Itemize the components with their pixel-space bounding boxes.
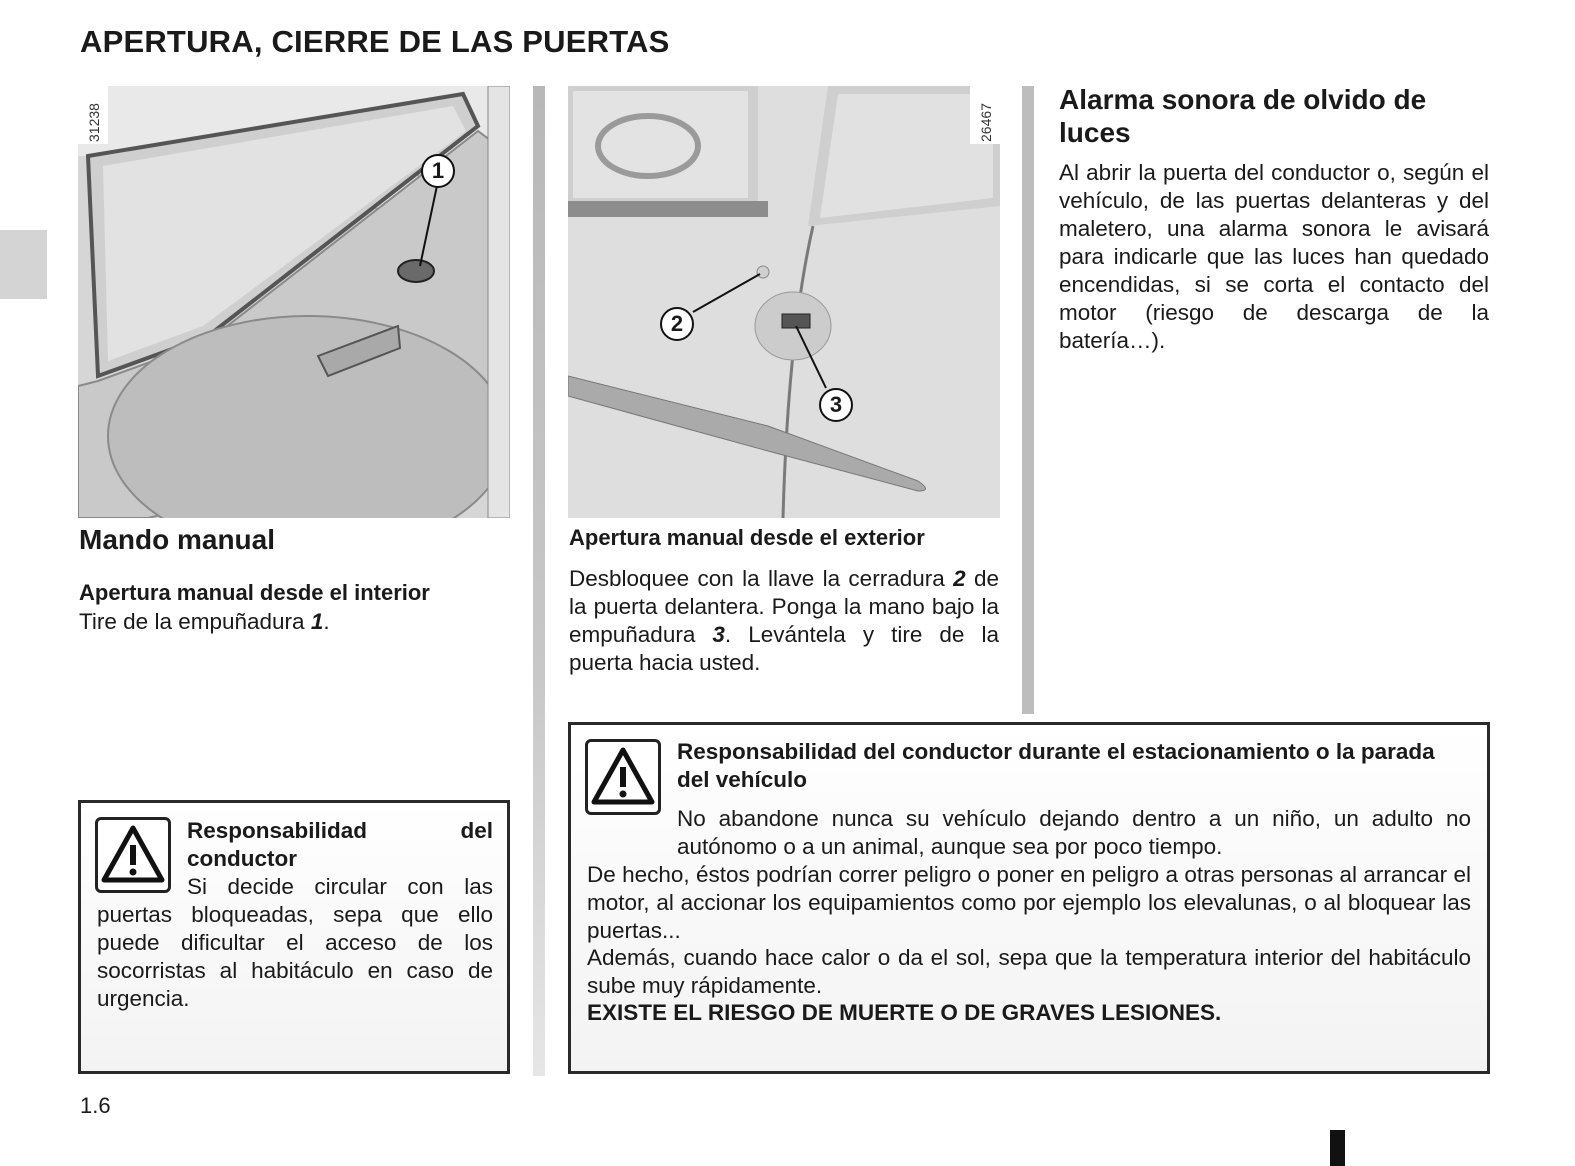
- column-divider: [1022, 86, 1034, 714]
- interior-door-illustration: [78, 86, 510, 518]
- light-alarm-heading: Alarma sonora de olvido de luces: [1059, 84, 1427, 148]
- warning-text-4: EXISTE EL RIESGO DE MUERTE O DE GRAVES LESIONES.: [587, 1000, 1222, 1025]
- text: Tire de la empuñadura: [79, 609, 311, 634]
- exterior-door-illustration: [568, 86, 1000, 518]
- warning-box-doors-locked: [78, 800, 510, 1074]
- page-number: 1.6: [80, 1093, 111, 1118]
- warning-title: Responsabilidad del conductor durante el estacionamiento o la parada del vehículo: [677, 739, 1435, 792]
- column-divider: [533, 86, 545, 1076]
- figure-id: 26467: [978, 103, 994, 142]
- interior-opening-subheading: Apertura manual desde el interior: [79, 580, 430, 605]
- warning-text: Si decide circular con las puertas bloqueadas, sepa que ello puede dificultar el acceso de los socorristas al habitáculo en caso de urgencia.: [97, 874, 493, 1011]
- light-alarm-text: Al abrir la puerta del conductor o, según el vehículo, de las puertas delanteras y del maletero, una alarma sonora le avisará para indicarle que las luces han quedado encendidas, si se corta el contacto del motor (riesgo de descarga de la batería…).: [1059, 160, 1489, 353]
- warning-title: Responsabilidad del conductor: [187, 818, 493, 871]
- interior-opening-text: [79, 608, 509, 636]
- section-tab: [0, 230, 47, 299]
- exterior-opening-text: [569, 565, 999, 677]
- warning-text-2: De hecho, éstos podrían correr peligro o poner en peligro a otras personas al arrancar el motor, al accionar los equipamientos como por ejemplo los elevalunas, o al bloquear las puertas...: [587, 862, 1471, 943]
- reference-number: 1: [310, 609, 324, 634]
- mando-manual-heading: Mando manual: [79, 524, 276, 555]
- text: Desbloquee con la llave la cerradura: [569, 566, 954, 591]
- reference-number: 2: [953, 566, 966, 591]
- reference-number: 3: [712, 622, 725, 647]
- warning-text-3: Además, cuando hace calor o da el sol, sepa que la temperatura interior del habitáculo sube muy rápidamente.: [587, 945, 1471, 998]
- figure-id: 31238: [86, 103, 102, 142]
- callout-3: 3: [819, 388, 853, 422]
- text: de la puerta delantera. Ponga la mano bajo la empuñadura: [569, 566, 999, 647]
- callout-1: 1: [421, 154, 455, 188]
- warning-text-1: No abandone nunca su vehículo dejando dentro a un niño, un adulto no autónomo o a un animal, aunque sea por poco tiempo.: [677, 806, 1471, 859]
- warning-box-parking: [568, 722, 1490, 1074]
- callout-2: 2: [660, 307, 694, 341]
- exterior-opening-subheading: Apertura manual desde el exterior: [569, 525, 925, 550]
- page-title: APERTURA, CIERRE DE LAS PUERTAS: [80, 24, 670, 59]
- text: . Levántela y tire de la puerta hacia usted.: [569, 622, 999, 675]
- page-marker: [1330, 1130, 1345, 1166]
- text: .: [323, 609, 330, 634]
- warning-triangle-icon: [585, 739, 661, 815]
